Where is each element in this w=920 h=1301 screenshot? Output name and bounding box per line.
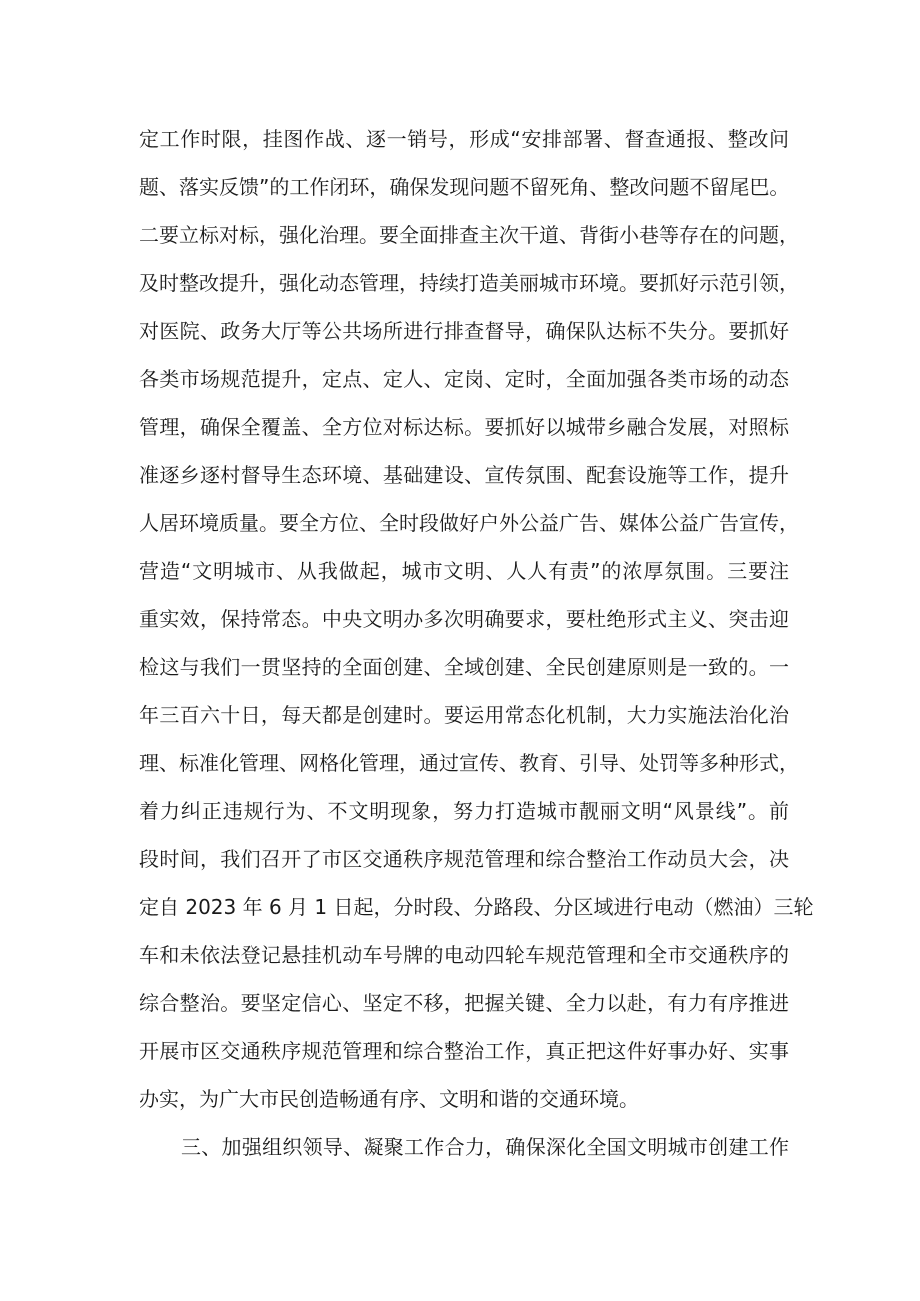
paragraph-line: 综合整治。要坚定信心、坚定不移，把握关键、全力以赴，有力有序推进 bbox=[139, 991, 789, 1015]
paragraph-line: 题、落实反馈”的工作闭环，确保发现问题不留死角、整改问题不留尾巴。 bbox=[139, 175, 790, 199]
paragraph-line: 对医院、政务大厅等公共场所进行排查督导，确保队达标不失分。要抓好 bbox=[139, 319, 789, 343]
paragraph-line: 着力纠正违规行为、不文明现象，努力打造城市靓丽文明“风景线”。前 bbox=[139, 799, 789, 823]
paragraph-line: 二要立标对标，强化治理。要全面排查主次干道、背街小巷等存在的问题， bbox=[139, 223, 799, 247]
paragraph-line: 定自 2023 年 6 月 1 日起，分时段、分路段、分区域进行电动（燃油）三轮 bbox=[139, 895, 814, 919]
paragraph-line: 重实效，保持常态。中央文明办多次明确要求，要杜绝形式主义、突击迎 bbox=[139, 607, 789, 631]
paragraph-line: 管理，确保全覆盖、全方位对标达标。要抓好以城带乡融合发展，对照标 bbox=[139, 415, 789, 439]
paragraph-line: 人居环境质量。要全方位、全时段做好户外公益广告、媒体公益广告宣传， bbox=[139, 511, 799, 535]
paragraph-line: 及时整改提升，强化动态管理，持续打造美丽城市环境。要抓好示范引领， bbox=[139, 271, 799, 295]
section-heading: 三、加强组织领导、凝聚工作合力，确保深化全国文明城市创建工作 bbox=[181, 1135, 789, 1159]
paragraph-line: 定工作时限，挂图作战、逐一销号，形成“安排部署、督查通报、整改问 bbox=[139, 127, 789, 151]
paragraph-line: 办实，为广大市民创造畅通有序、文明和谐的交通环境。 bbox=[139, 1087, 639, 1111]
paragraph-line: 营造“文明城市、从我做起，城市文明、人人有责”的浓厚氛围。三要注 bbox=[139, 559, 789, 583]
paragraph-line: 车和未依法登记悬挂机动车号牌的电动四轮车规范管理和全市交通秩序的 bbox=[139, 943, 789, 967]
paragraph-line: 年三百六十日，每天都是创建时。要运用常态化机制，大力实施法治化治 bbox=[139, 703, 789, 727]
paragraph-line: 各类市场规范提升，定点、定人、定岗、定时，全面加强各类市场的动态 bbox=[139, 367, 789, 391]
paragraph-line: 检这与我们一贯坚持的全面创建、全域创建、全民创建原则是一致的。一 bbox=[139, 655, 789, 679]
paragraph-line: 段时间，我们召开了市区交通秩序规范管理和综合整治工作动员大会，决 bbox=[139, 847, 789, 871]
paragraph-line: 开展市区交通秩序规范管理和综合整治工作，真正把这件好事办好、实事 bbox=[139, 1039, 789, 1063]
paragraph-line: 理、标准化管理、网格化管理，通过宣传、教育、引导、处罚等多种形式， bbox=[139, 751, 799, 775]
paragraph-line: 准逐乡逐村督导生态环境、基础建设、宣传氛围、配套设施等工作，提升 bbox=[139, 463, 789, 487]
